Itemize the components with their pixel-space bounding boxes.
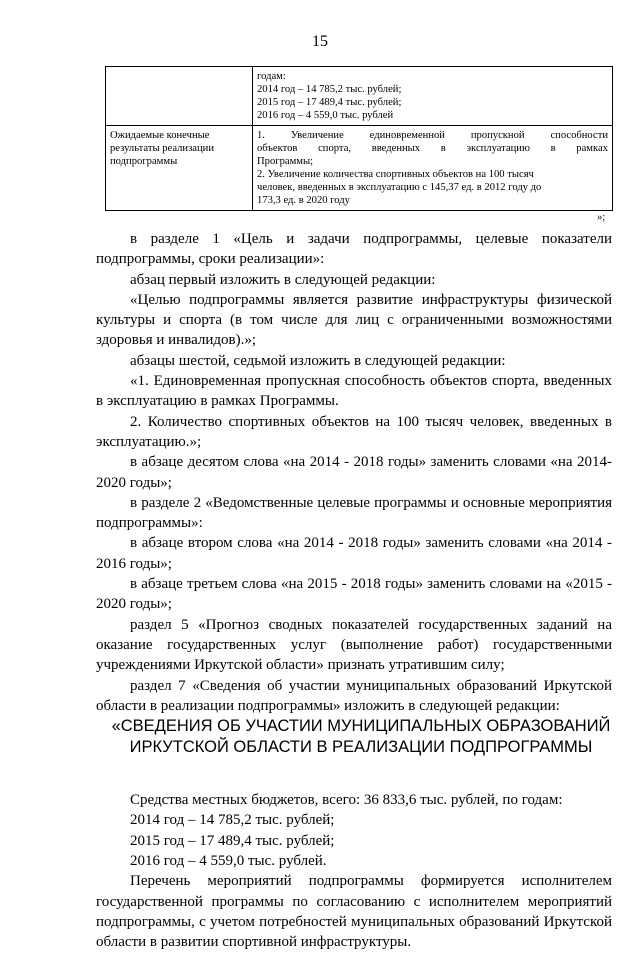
section-heading-line-1: «СВЕДЕНИЯ ОБ УЧАСТИИ МУНИЦИПАЛЬНЫХ ОБРАЗОВАНИЙ: [111, 717, 611, 736]
table-cell-funding-years: [253, 67, 613, 126]
paragraph: в разделе 2 «Ведомственные целевые программы и основные мероприятия подпрограммы»:: [96, 494, 612, 532]
paragraph: 2. Количество спортивных объектов на 100 тысяч человек, введенных в эксплуатацию.»;: [96, 413, 612, 450]
cell-line: объектов спорта, введенных в эксплуатацию в рамках: [257, 143, 608, 154]
spacer: [96, 758, 612, 790]
table-cell-results-text: [253, 126, 613, 211]
cell-line: человек, введенных в эксплуатацию с 145,37 ед. в 2012 году до: [257, 182, 542, 193]
closing-quote-mark: »;: [597, 212, 606, 223]
paragraph: в абзаце третьем слова «на 2015 - 2018 годы» заменить словами на «2015 - 2020 годы»;: [96, 576, 612, 613]
paragraph: раздел 7 «Сведения об участии муниципальных образований Иркутской области в реализации подпрограммы» изложить в следующей редакции:: [96, 677, 612, 714]
paragraph: в абзаце втором слова «на 2014 - 2018 годы» заменить словами «на 2014 - 2016 годы»;: [96, 535, 612, 572]
cell-line: годам:: [257, 71, 286, 82]
cell-line: 2015 год – 17 489,4 тыс. рублей;: [257, 97, 402, 108]
paragraph: в разделе 1 «Цель и задачи подпрограммы, целевые показатели подпрограммы, сроки реализации»:: [96, 231, 612, 268]
table-row-funding: [106, 67, 613, 126]
table-cell-empty: [106, 67, 253, 126]
paragraph: раздел 5 «Прогноз сводных показателей государственных заданий на оказание государственных услуг (выполнение работ) государственными учреждениями Иркутской области» признать утратившим силу;: [96, 616, 612, 674]
table-cell-results-label: Ожидаемые конечные результаты реализации подпрограммы: [106, 126, 253, 211]
paragraph: «1. Единовременная пропускная способность объектов спорта, введенных в эксплуатацию в рамках Программы.: [96, 373, 612, 410]
paragraph: абзацы шестой, седьмой изложить в следующей редакции:: [130, 352, 506, 369]
funding-year-line: 2016 год – 4 559,0 тыс. рублей.: [130, 853, 327, 870]
cell-line: 173,3 ед. в 2020 году: [257, 195, 350, 206]
paragraph: абзац первый изложить в следующей редакции:: [130, 271, 436, 288]
page-number: 15: [312, 33, 328, 50]
document-body: [96, 229, 612, 953]
table-row-results: [106, 126, 613, 211]
section-heading-line-2: ИРКУТСКОЙ ОБЛАСТИ В РЕАЛИЗАЦИИ ПОДПРОГРАММЫ: [129, 738, 593, 757]
cell-line: 1. Увеличение единовременной пропускной способности: [257, 130, 608, 141]
final-paragraph: Перечень мероприятий подпрограммы формируется исполнителем государственной программы по согласованию с исполнителем мероприятий подпрограммы, с учетом потребностей муниципальных образований Иркутской области в развитии спортивной инфраструктуры.: [96, 873, 612, 951]
paragraph: «Целью подпрограммы является развитие инфраструктуры физической культуры и спорта (в том числе для лиц с ограниченными возможностями здоровья и инвалидов).»;: [96, 291, 612, 349]
cell-line: Программы;: [257, 156, 314, 167]
paragraph: в абзаце десятом слова «на 2014 - 2018 годы» заменить словами «на 2014-2020 годы»;: [96, 454, 612, 491]
funding-year-line: 2015 год – 17 489,4 тыс. рублей;: [130, 832, 335, 849]
subprogram-passport-table: [105, 66, 613, 211]
funding-year-line: 2014 год – 14 785,2 тыс. рублей;: [130, 812, 335, 829]
cell-line: 2014 год – 14 785,2 тыс. рублей;: [257, 84, 402, 95]
cell-line: 2016 год – 4 559,0 тыс. рублей: [257, 110, 394, 121]
funding-total: Средства местных бюджетов, всего: 36 833,6 тыс. рублей, по годам:: [130, 792, 563, 809]
cell-line: 2. Увеличение количества спортивных объектов на 100 тысяч: [257, 169, 534, 180]
